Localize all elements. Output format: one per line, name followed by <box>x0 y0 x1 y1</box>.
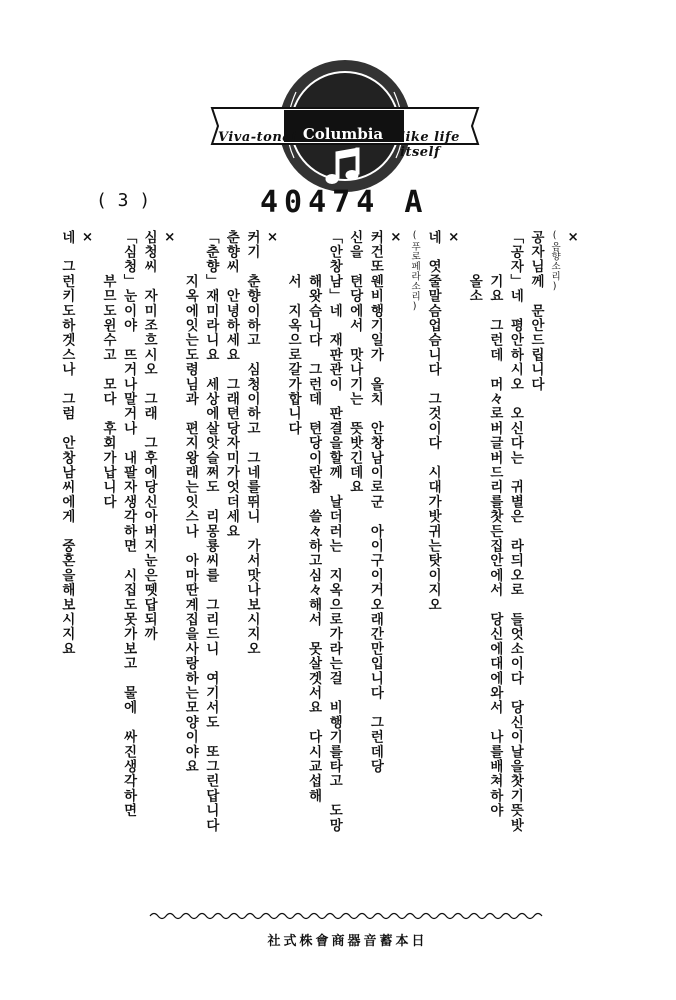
text-column: 부므도윈수고 모다 후회가납니다 <box>100 230 116 510</box>
text-column: 올소 <box>466 230 482 304</box>
text-column: 커건또웬비행기일가 올치 안창남이로군 아이구이거오래간만입니다 그런데당 <box>367 230 383 774</box>
slogan-right: like life itself <box>400 130 460 160</box>
text-column: 「공자」네 평안하시오 오신다는 귀별은 라듸오로 들엇소이다 당신이날을찻기뜻밧 <box>507 230 523 833</box>
text-column: 춘향씨 안녕하세요 그래텬당자미가엇더세요 <box>223 230 239 539</box>
text-column: 「안창남」네 재판관이 판결을할께 날더러는 지옥으로가라는걸 비행기를타고 도망 <box>326 230 342 833</box>
text-column: × <box>446 230 462 247</box>
text-column: (음향소리) <box>549 230 561 293</box>
text-column: × <box>265 230 281 247</box>
text-column: 커기 춘향이하고 심청이하고 그네를뛰니 가서맛나보시지오 <box>244 230 260 657</box>
text-column: 신을 텬당에서 맛나기는 뜻밧긴데요 <box>347 230 363 495</box>
columbia-logo <box>210 48 480 198</box>
record-number: 40474 A <box>260 185 429 220</box>
text-column: 「심청」눈이야 뜨거나말거나 내팔자생각하면 시집도못가보고 물에 싸진생각하면 <box>121 230 137 818</box>
laurel-wreath-icon <box>210 48 480 198</box>
text-column: 서 지옥으로갈가합니다 <box>285 230 301 436</box>
text-column: 해왓슴니다 그런데 텬당이란참 쓸々하고심々해서 못살겟서요 다시교섭해 <box>306 230 322 804</box>
text-column: 「춘향」재미라니요 세상에살앗슬쩌도 리몽룡씨를 그리드니 여기서도 또그린답니다 <box>203 230 219 833</box>
company-name: 日本蓄音器商會株式社 <box>267 934 428 949</box>
text-column: (푸로페라소리) <box>409 230 421 313</box>
text-column: 심청씨 자미조흐시오 그래 그후에당신아버지눈은뗏답되까 <box>141 230 157 642</box>
side-number: ( 3 ) <box>96 190 151 211</box>
text-column: × <box>388 230 404 247</box>
wavy-divider <box>150 908 545 922</box>
text-column: × <box>162 230 178 247</box>
text-column: 네 엿줄말슴업슴니다 그것이다 시대가밧귀는탓이지오 <box>425 230 441 613</box>
text-column: 지옥에잇는도령님과 편지왕래는잇스나 아마딴계집을사랑하는모양이야요 <box>182 230 198 774</box>
text-column: × <box>565 230 581 247</box>
text-column: 기요 그런데 머々로버글버드리를찻든집안에서 당신에대에와서 나를배쳐하야 <box>487 230 503 818</box>
text-column: 네 그런키도하겟스나 그럼 안창남씨에게 중혼을해보시지요 <box>59 230 75 657</box>
text-column: 공자님께 문안드립니다 <box>528 230 544 392</box>
slogan-left: Viva-tonal <box>218 130 297 145</box>
text-column: × <box>79 230 95 247</box>
brand-name: Columbia <box>302 125 384 143</box>
lyrics-text <box>60 230 580 870</box>
